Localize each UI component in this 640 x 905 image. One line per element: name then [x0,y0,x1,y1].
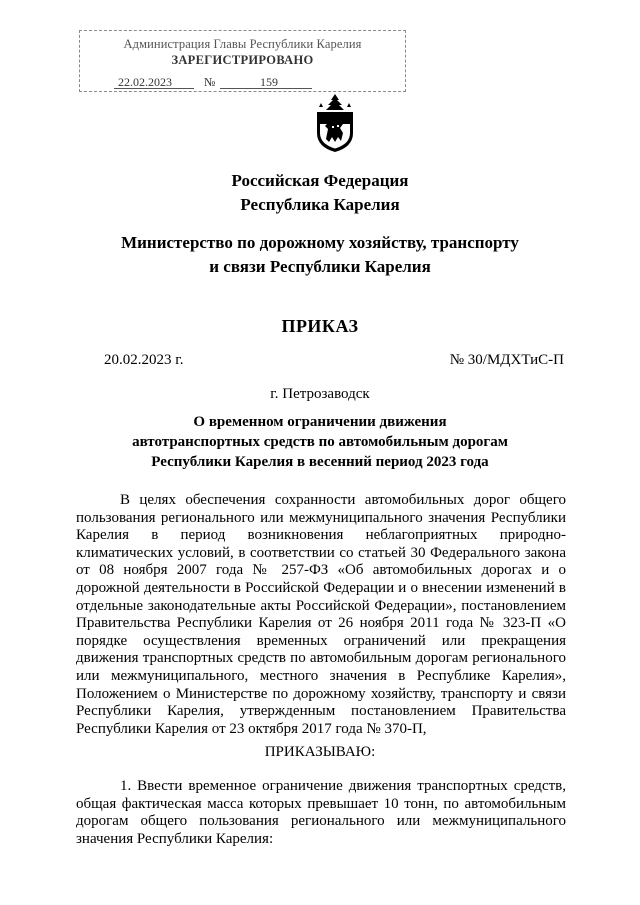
stamp-number-underline [220,88,312,89]
stamp-number-sign: № [204,75,216,89]
order-item-1: 1. Ввести временное ограничение движения транспортных средств, общая фактическая масса которых превышает 10 тонн, по автомобильным дорогам общего пользования регионального или межмуниципального значения Республики Карелия: [76,778,566,847]
subject-line-1: О временном ограничении движения [193,414,447,430]
document-subject [100,412,540,472]
subject-line-2: автотранспортных средств по автомобильным дорогам [132,434,508,450]
stamp-date: 22.02.2023 [118,75,172,89]
header-ministry-line2: и связи Республики Карелия [209,257,431,276]
stamp-date-underline [114,88,194,89]
registration-stamp [79,30,406,92]
document-date: 20.02.2023 г. [104,352,184,368]
stamp-status: ЗАРЕГИСТРИРОВАНО [171,53,314,67]
document-type-title: ПРИКАЗ [281,316,359,336]
document-number: № 30/МДХТиС-П [449,352,564,368]
karelia-coat-of-arms-icon [313,93,357,153]
header-country: Российская Федерация [231,171,409,190]
preamble-paragraph: В целях обеспечения сохранности автомобильных дорог общего пользования регионального или межмуниципального значения Республики Карелия в период возникновения неблагоприятных природно-климатических условий, в соответствии со статьей 30 Федерального закона от 08 ноября 2007 года № 257-ФЗ «Об автомобильных дорогах и о дорожной деятельности в Российской Федерации и о внесении изменений в отдельные законодательные акты Российской Федерации», постановлением Правительства Республики Карелия от 26 ноября 2011 года № 323-П «О порядке осуществления временных ограничений или прекращения движения транспортных средств по автомобильным дорогам регионального или межмуниципального, местного значения в Республике Карелия», Положением о Министерстве по дорожному хозяйству, транспорту и связи Республики Карелия, утвержденным постановлением Правительства Республики Карелия от 23 октября 2017 года № 370-П, [76,492,566,737]
stamp-organization: Администрация Главы Республики Карелия [123,37,362,51]
header-ministry-line1: Министерство по дорожному хозяйству, транспорту [121,233,519,252]
header-republic: Республика Карелия [240,195,400,214]
order-word: ПРИКАЗЫВАЮ: [264,744,376,760]
document-city: г. Петрозаводск [270,386,370,402]
stamp-number: 159 [260,75,278,89]
subject-line-3: Республики Карелия в весенний период 2023 года [151,454,489,470]
